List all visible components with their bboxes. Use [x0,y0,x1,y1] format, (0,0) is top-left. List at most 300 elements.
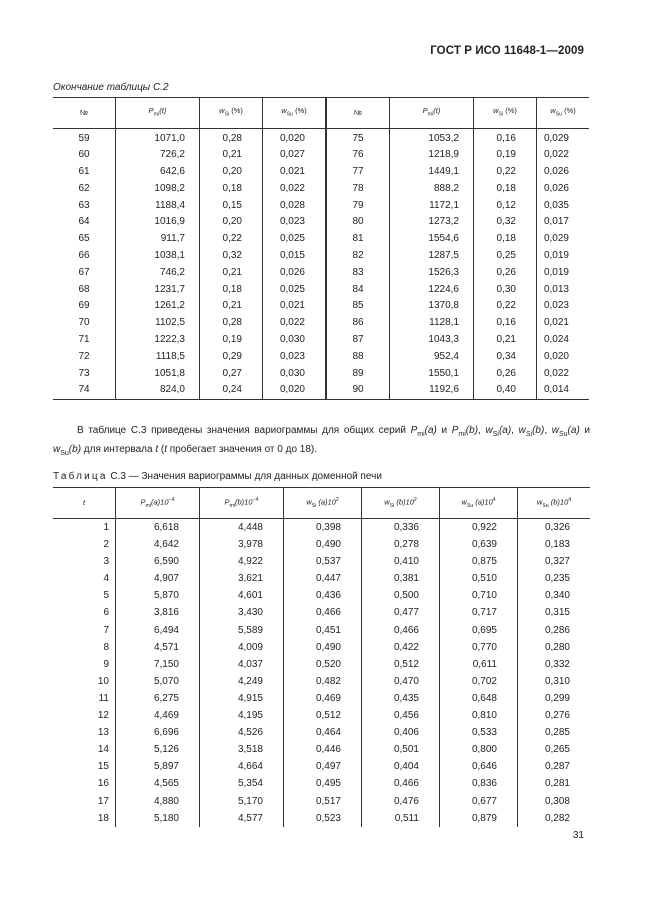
table-row [53,231,589,248]
table-cell: 13 [97,727,109,739]
table-row [53,724,590,741]
table-cell: 0,336 [362,519,440,537]
table-cell: 0,490 [284,639,362,656]
table-cell: 2 [103,539,109,551]
table-cell: 82 [326,248,390,265]
table-cell: 0,34 [474,349,537,366]
table-cell: 84 [326,282,390,299]
table-cell: 16 [97,778,109,790]
table-cell: 0,466 [284,604,362,621]
col-pmi-a: $P_{mi}(a)10^{-4}$ [116,488,200,519]
table-cell: 0,24 [200,382,263,399]
table-cell: 1128,1 [390,315,474,332]
table-cell: 0,466 [362,775,440,792]
table-cell: 6,590 [116,553,200,570]
table-cell: 0,286 [518,622,591,639]
table-cell: 4,469 [116,707,200,724]
table-cell: 0,422 [362,639,440,656]
col-pmi-2: $P_{mi}(t)$ [390,98,474,129]
table-cell: 0,021 [263,298,327,315]
table-cell: 0,446 [284,741,362,758]
table-cell: 0,702 [440,673,518,690]
col-number-2: № [326,98,390,129]
table-cell: 0,265 [518,741,591,758]
table-row [53,315,589,332]
table-cell: 81 [326,231,390,248]
table-cell: 80 [326,214,390,231]
table-cell: 9 [103,658,109,670]
table-cell: 0,381 [362,570,440,587]
table-cell: 5,354 [200,775,284,792]
table-cell: 5 [103,590,109,602]
table-row [53,349,589,366]
table-row [53,248,589,265]
table-cell: 0,677 [440,793,518,810]
col-wsu-a: $w_{Su}$ $(a)10^4$ [440,488,518,519]
col-wsi-2: $w_{Si}$ (%) [474,98,537,129]
table-cell: 0,410 [362,553,440,570]
table-cell: 0,469 [284,690,362,707]
table-cell: 911,7 [116,231,200,248]
table-row [53,622,590,639]
table-cell: 642,6 [116,164,200,181]
table-cell: 0,282 [518,810,591,827]
table-row [53,181,589,198]
table-cell: 86 [326,315,390,332]
table-cell: 0,520 [284,656,362,673]
table-cell: 0,18 [200,282,263,299]
table-cell: 4,009 [200,639,284,656]
table-cell: 89 [326,366,390,383]
table-cell: 1098,2 [116,181,200,198]
document-header: ГОСТ Р ИСО 11648-1—2009 [430,45,584,57]
table-cell: 0,22 [474,298,537,315]
table-cell: 0,326 [518,519,591,537]
table-row [53,128,589,147]
table-cell: 69 [78,300,90,312]
table-cell: 0,32 [200,248,263,265]
table-cell: 0,21 [474,332,537,349]
table-cell: 4,577 [200,810,284,827]
table-cell: 6,618 [116,519,200,537]
table-cell: 0,26 [474,366,537,383]
table-cell: 0,020 [263,128,327,147]
table-cell: 6,494 [116,622,200,639]
table-cell: 0,879 [440,810,518,827]
table-cell: 71 [78,334,90,346]
table-row [53,656,590,673]
table-row [53,198,589,215]
table-cell: 4,565 [116,775,200,792]
table-cell: 10 [97,675,109,687]
table-cell: 0,648 [440,690,518,707]
table-cell: 0,512 [284,707,362,724]
table-cell: 0,29 [200,349,263,366]
table-cell: 0,611 [440,656,518,673]
table-cell: 1287,5 [390,248,474,265]
table-cell: 0,810 [440,707,518,724]
table-cell: 0,015 [263,248,327,265]
table-cell: 0,020 [537,349,590,366]
table-cell: 0,019 [537,265,590,282]
table-cell: 0,028 [263,198,327,215]
table-row [53,382,589,399]
table-row [53,587,590,604]
table-cell: 4,448 [200,519,284,537]
table-cell: 0,710 [440,587,518,604]
table-row [53,673,590,690]
table-cell: 0,340 [518,587,591,604]
table-cell: 746,2 [116,265,200,282]
table-row [53,164,589,181]
table-cell: 4,601 [200,587,284,604]
table-cell: 74 [78,384,90,396]
table-cell: 0,40 [474,382,537,399]
table-cell: 3,816 [116,604,200,621]
table-cell: 0,030 [263,366,327,383]
table-cell: 1261,2 [116,298,200,315]
table-cell: 59 [78,132,90,144]
table-cell: 3,518 [200,741,284,758]
table-cell: 3,978 [200,536,284,553]
table-row [53,604,590,621]
table-cell: 0,477 [362,604,440,621]
table-cell: 0,308 [518,793,591,810]
table-cell: 0,501 [362,741,440,758]
table-cell: 87 [326,332,390,349]
table-cell: 0,15 [200,198,263,215]
table-cell: 12 [97,710,109,722]
table-c2-caption: Окончание таблицы С.2 [53,82,169,93]
table-cell: 0,025 [263,282,327,299]
col-pmi-b: $P_{mi}(b)10^{-4}$ [200,488,284,519]
table-cell: 0,310 [518,673,591,690]
table-cell: 0,22 [474,164,537,181]
table-cell: 0,404 [362,758,440,775]
table-cell: 17 [97,795,109,807]
table-cell: 0,25 [474,248,537,265]
table-cell: 0,875 [440,553,518,570]
table-cell: 6,275 [116,690,200,707]
table-cell: 5,126 [116,741,200,758]
table-cell: 90 [326,382,390,399]
table-cell: 4,915 [200,690,284,707]
table-cell: 70 [78,317,90,329]
table-c2 [53,97,589,400]
table-cell: 65 [78,233,90,245]
table-cell: 0,717 [440,604,518,621]
col-number: № [53,98,116,129]
table-cell: 0,026 [537,164,590,181]
table-cell: 0,276 [518,707,591,724]
table-cell: 0,435 [362,690,440,707]
table-c2-body [53,128,589,400]
table-cell: 0,022 [263,315,327,332]
table-row [53,147,589,164]
table-cell: 0,332 [518,656,591,673]
table-cell: 77 [326,164,390,181]
table-row [53,639,590,656]
table-c3-caption: Таблица С.3 — Значения вариограммы для данных доменной печи [53,471,382,482]
table-cell: 63 [78,199,90,211]
table-cell: 3 [103,556,109,568]
table-cell: 1273,2 [390,214,474,231]
table-cell: 1224,6 [390,282,474,299]
table-cell: 0,497 [284,758,362,775]
table-cell: 0,014 [537,382,590,399]
col-t: t [53,488,116,519]
table-cell: 64 [78,216,90,228]
table-cell: 0,19 [474,147,537,164]
table-cell: 0,023 [537,298,590,315]
table-cell: 4,526 [200,724,284,741]
table-cell: 4,922 [200,553,284,570]
table-cell: 1172,1 [390,198,474,215]
table-cell: 0,922 [440,519,518,537]
table-cell: 0,436 [284,587,362,604]
table-cell: 0,278 [362,536,440,553]
table-cell: 1102,5 [116,315,200,332]
table-cell: 3,430 [200,604,284,621]
table-cell: 0,280 [518,639,591,656]
table-cell: 0,517 [284,793,362,810]
table-cell: 5,897 [116,758,200,775]
table-cell: 0,456 [362,707,440,724]
table-cell: 0,035 [537,198,590,215]
table-c3-body [53,519,590,827]
table-cell: 88 [326,349,390,366]
table-cell: 0,800 [440,741,518,758]
table-cell: 73 [78,367,90,379]
table-cell: 0,315 [518,604,591,621]
table-cell: 0,18 [474,231,537,248]
table-cell: 0,022 [537,147,590,164]
col-wsi: $w_{Si}$ (%) [200,98,263,129]
table-c2-header-row [53,98,589,129]
table-cell: 0,27 [200,366,263,383]
table-cell: 0,537 [284,553,362,570]
table-cell: 4,249 [200,673,284,690]
table-cell: 66 [78,250,90,262]
table-cell: 952,4 [390,349,474,366]
table-cell: 1016,9 [116,214,200,231]
table-row [53,332,589,349]
table-cell: 0,482 [284,673,362,690]
table-c3-header-row [53,488,590,519]
col-wsu-2: $w_{Su}$ (%) [537,98,590,129]
table-cell: 1218,9 [390,147,474,164]
table-cell: 0,466 [362,622,440,639]
table-row [53,536,590,553]
table-cell: 4,037 [200,656,284,673]
table-cell: 1 [103,522,109,533]
table-cell: 1118,5 [116,349,200,366]
table-cell: 0,024 [537,332,590,349]
table-cell: 0,495 [284,775,362,792]
table-cell: 1370,8 [390,298,474,315]
table-cell: 4 [103,573,109,585]
table-cell: 1550,1 [390,366,474,383]
table-row [53,570,590,587]
table-cell: 0,023 [263,349,327,366]
table-cell: 79 [326,198,390,215]
table-row [53,775,590,792]
table-cell: 4,907 [116,570,200,587]
table-cell: 78 [326,181,390,198]
table-cell: 0,026 [537,181,590,198]
table-cell: 0,285 [518,724,591,741]
table-cell: 15 [97,761,109,773]
col-pmi: $P_{mi}(t)$ [116,98,200,129]
table-cell: 0,639 [440,536,518,553]
table-cell: 1051,8 [116,366,200,383]
table-cell: 0,16 [474,128,537,147]
table-cell: 0,398 [284,519,362,537]
table-cell: 72 [78,350,90,362]
table-cell: 0,512 [362,656,440,673]
table-cell: 824,0 [116,382,200,399]
table-cell: 0,511 [362,810,440,827]
table-cell: 0,20 [200,164,263,181]
table-row [53,707,590,724]
table-cell: 1192,6 [390,382,474,399]
table-cell: 0,28 [200,315,263,332]
table-cell: 0,021 [537,315,590,332]
table-cell: 0,017 [537,214,590,231]
table-cell: 0,470 [362,673,440,690]
table-cell: 4,195 [200,707,284,724]
table-cell: 60 [78,149,90,161]
intro-paragraph: В таблице С.3 приведены значения вариограммы для общих серий $P_{mi}(a)$ и $P_{mi}(b)$, $w_{Si}(a)$, $w_{Si}(b)$, $w_{Su}(a)$ и $w_{Su}(b)$ для интервала t (t пробегает значения от 0 до 18). [53,425,591,457]
table-c3 [53,487,590,827]
table-cell: 76 [326,147,390,164]
table-row [53,265,589,282]
table-cell: 1071,0 [116,128,200,147]
table-cell: 0,22 [200,231,263,248]
table-row [53,282,589,299]
table-cell: 0,029 [537,128,590,147]
table-cell: 68 [78,283,90,295]
table-cell: 0,029 [537,231,590,248]
table-cell: 0,030 [263,332,327,349]
table-cell: 0,019 [537,248,590,265]
table-cell: 8 [103,641,109,653]
table-cell: 85 [326,298,390,315]
table-cell: 0,287 [518,758,591,775]
table-cell: 0,183 [518,536,591,553]
table-row [53,741,590,758]
table-cell: 0,451 [284,622,362,639]
table-cell: 0,022 [537,366,590,383]
table-cell: 1043,3 [390,332,474,349]
table-cell: 1188,4 [116,198,200,215]
table-cell: 0,18 [200,181,263,198]
table-cell: 4,571 [116,639,200,656]
table-cell: 0,022 [263,181,327,198]
table-cell: 5,180 [116,810,200,827]
table-cell: 6 [103,607,109,619]
table-cell: 7,150 [116,656,200,673]
table-cell: 3,621 [200,570,284,587]
table-cell: 0,027 [263,147,327,164]
table-row [53,214,589,231]
table-cell: 0,235 [518,570,591,587]
table-cell: 5,070 [116,673,200,690]
table-cell: 0,023 [263,214,327,231]
table-cell: 5,589 [200,622,284,639]
table-row [53,690,590,707]
table-cell: 4,664 [200,758,284,775]
table-cell: 0,025 [263,231,327,248]
table-cell: 0,836 [440,775,518,792]
col-wsu: $w_{Su}$ (%) [263,98,327,129]
table-row [53,810,590,827]
table-row [53,553,590,570]
table-cell: 4,880 [116,793,200,810]
table-cell: 67 [78,266,90,278]
col-wsi-a: $w_{Si}$ $(a)10^2$ [284,488,362,519]
table-cell: 0,30 [474,282,537,299]
table-cell: 0,21 [200,265,263,282]
table-cell: 83 [326,265,390,282]
table-row [53,298,589,315]
table-cell: 18 [97,812,109,824]
table-cell: 1038,1 [116,248,200,265]
table-cell: 6,696 [116,724,200,741]
table-cell: 0,523 [284,810,362,827]
table-cell: 726,2 [116,147,200,164]
table-cell: 0,695 [440,622,518,639]
table-cell: 1231,7 [116,282,200,299]
table-cell: 0,476 [362,793,440,810]
table-cell: 0,510 [440,570,518,587]
table-cell: 0,299 [518,690,591,707]
table-cell: 888,2 [390,181,474,198]
table-cell: 61 [78,166,90,178]
table-cell: 75 [326,128,390,147]
table-cell: 1554,6 [390,231,474,248]
table-cell: 1222,3 [116,332,200,349]
table-cell: 0,500 [362,587,440,604]
table-cell: 0,770 [440,639,518,656]
col-wsi-b: $w_{Si}$ $(b)10^2$ [362,488,440,519]
table-row [53,793,590,810]
table-cell: 0,26 [474,265,537,282]
table-cell: 0,020 [263,382,327,399]
table-cell: 5,170 [200,793,284,810]
table-cell: 5,870 [116,587,200,604]
table-row [53,366,589,383]
table-cell: 0,21 [200,298,263,315]
table-cell: 0,21 [200,147,263,164]
table-cell: 0,20 [200,214,263,231]
table-cell: 1449,1 [390,164,474,181]
table-cell: 0,28 [200,128,263,147]
table-cell: 0,406 [362,724,440,741]
page-number: 31 [572,830,584,841]
table-row [53,758,590,775]
table-cell: 62 [78,182,90,194]
table-cell: 0,16 [474,315,537,332]
table-cell: 0,013 [537,282,590,299]
table-cell: 0,19 [200,332,263,349]
table-cell: 4,642 [116,536,200,553]
table-cell: 0,490 [284,536,362,553]
table-cell: 0,464 [284,724,362,741]
table-cell: 0,18 [474,181,537,198]
table-cell: 0,447 [284,570,362,587]
table-cell: 0,646 [440,758,518,775]
